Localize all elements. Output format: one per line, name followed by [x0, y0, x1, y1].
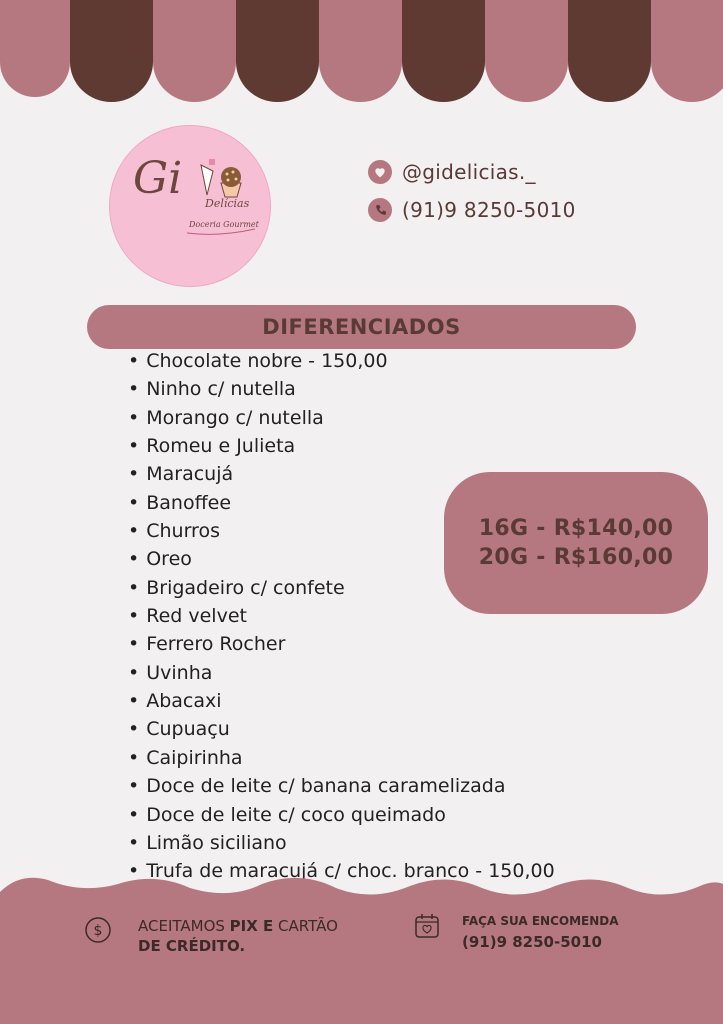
flavor-item: • Maracujá: [128, 460, 555, 488]
heart-icon: [368, 160, 392, 184]
logo-name-text: Delícias: [205, 197, 250, 210]
phone-icon: [368, 198, 392, 222]
order-phone: (91)9 8250-5010: [462, 933, 602, 951]
payment-text-2b: CRÉDITO.: [165, 937, 246, 955]
svg-text:$: $: [93, 923, 103, 939]
instagram-handle: @gidelicias._: [402, 160, 536, 184]
flavor-list: [128, 347, 555, 886]
price-16g: 16G - R$140,00: [478, 516, 674, 541]
flavor-item: • Morango c/ nutella: [128, 404, 555, 432]
flavor-item: • Uvinha: [128, 659, 555, 687]
flavor-item: • Brigadeiro c/ confete: [128, 574, 555, 602]
cupcake-icon: [221, 167, 241, 197]
section-title-bar: [87, 305, 636, 349]
awning-decoration: [0, 0, 723, 110]
flavor-item: • Chocolate nobre - 150,00: [128, 347, 555, 375]
payment-text-1a: ACEITAMOS: [138, 917, 230, 935]
flavor-item: • Oreo: [128, 545, 555, 573]
calendar-icon: [414, 912, 440, 940]
instagram-contact[interactable]: [368, 156, 576, 188]
order-info[interactable]: [414, 912, 619, 954]
payment-text-2a: DE: [138, 937, 166, 955]
dollar-icon: [84, 916, 112, 944]
flavor-item: • Limão siciliano: [128, 829, 555, 857]
phone-contact[interactable]: [368, 194, 576, 226]
order-title: FAÇA SUA ENCOMENDA: [462, 914, 619, 928]
brand-logo: [109, 125, 271, 287]
flavor-item: • Ninho c/ nutella: [128, 375, 555, 403]
contact-info: [368, 156, 576, 232]
flavor-item: • Cupuaçu: [128, 715, 555, 743]
flavor-item: • Trufa de maracujá c/ choc. branco - 150,00: [128, 857, 555, 885]
flavor-item: • Caipirinha: [128, 744, 555, 772]
phone-number: (91)9 8250-5010: [402, 198, 576, 222]
flavor-item: • Banoffee: [128, 489, 555, 517]
flavor-item: • Red velvet: [128, 602, 555, 630]
logo-subtitle-text: Doceria Gourmet: [189, 220, 259, 229]
flavor-item: • Churros: [128, 517, 555, 545]
section-title: DIFERENCIADOS: [262, 315, 461, 339]
payment-text-1c: CARTÃO: [273, 917, 338, 935]
payment-text: [138, 916, 338, 956]
payment-info: [84, 916, 338, 956]
price-20g: 20G - R$160,00: [478, 545, 674, 570]
payment-text-1b: PIX E: [229, 917, 274, 935]
flavor-item: • Abacaxi: [128, 687, 555, 715]
price-badge: [444, 472, 708, 614]
flavor-item: • Romeu e Julieta: [128, 432, 555, 460]
logo-brand-text: Gi: [133, 153, 183, 204]
flavor-item: • Ferrero Rocher: [128, 630, 555, 658]
flavor-item: • Doce de leite c/ banana caramelizada: [128, 772, 555, 800]
flavor-item: • Doce de leite c/ coco queimado: [128, 801, 555, 829]
